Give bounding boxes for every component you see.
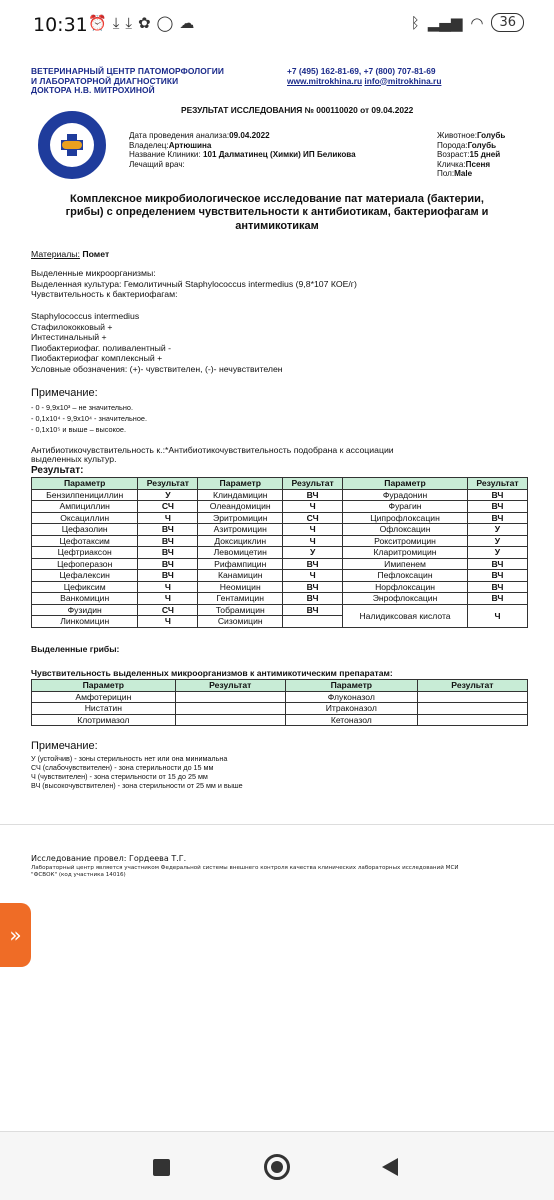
result-cell: СЧ [138, 501, 198, 513]
parameter-cell: Цефоперазон [32, 558, 138, 570]
result-cell: Ч [138, 616, 198, 628]
text-line: "ФСВОК" (код участника 14016) [31, 872, 126, 878]
result-cell: ВЧ [467, 581, 527, 593]
result-cell [175, 714, 285, 726]
parameter-cell: Оксациллин [32, 512, 138, 524]
email-link[interactable]: info@mitrokhina.ru [364, 75, 442, 86]
result-cell: Ч [138, 593, 198, 605]
parameter-cell: Эритромицин [198, 512, 283, 524]
text-line: Выделенные микроорганизмы: [31, 268, 156, 278]
info-label: Лечащий врач: [129, 159, 185, 169]
text-line: Интестинальный + [31, 332, 107, 343]
result-cell: Ч [283, 535, 343, 547]
text-line: У (устойчив) - зоны стерильность нет или она минимальна [31, 754, 228, 763]
note-title: Примечание: [31, 387, 98, 399]
result-cell [417, 714, 527, 726]
lab-logo [38, 111, 106, 179]
notification-icons [88, 14, 194, 32]
info-value: Male [454, 169, 473, 179]
parameter-cell: Фурагин [343, 501, 468, 513]
text-line: Стафилококковый + [31, 321, 113, 332]
result-title: РЕЗУЛЬТАТ ИССЛЕДОВАНИЯ № 000110020 от 09.04.2022 [181, 105, 414, 115]
parameter-cell: Имипенем [343, 558, 468, 570]
table-row [32, 604, 528, 616]
battery-icon: 36 [491, 13, 524, 32]
lab-name-line: ДОКТОРА Н.В. МИТРОХИНОЙ [31, 85, 155, 95]
info-label: Порода: [437, 140, 468, 150]
status-bar [0, 0, 554, 52]
wifi-icon: ◠ [470, 13, 484, 32]
result-cell: ВЧ [138, 535, 198, 547]
result-cell: ВЧ [467, 501, 527, 513]
system-icons [411, 13, 524, 32]
material [31, 249, 109, 260]
table-row [32, 691, 528, 703]
analysis-info [129, 131, 356, 169]
performed-by: Исследование провел: Гордеева Т.Г. [31, 854, 187, 863]
table-header-row [32, 478, 528, 490]
result-cell: У [467, 524, 527, 536]
table-row [32, 558, 528, 570]
column-header: Параметр [32, 680, 176, 692]
text-line: Выделенная культура: Гемолитичный Staphylococcus intermedius (9,8*107 КОЕ/г) [31, 278, 357, 289]
bluetooth-icon: ᛒ [410, 13, 420, 32]
result-cell: ВЧ [467, 512, 527, 524]
info-label: Владелец: [129, 140, 169, 150]
parameter-cell: Тобрамицин [198, 604, 283, 616]
result-cell: У [467, 547, 527, 559]
info-label: Пол: [437, 169, 455, 179]
table-row [32, 547, 528, 559]
result-cell [283, 616, 343, 628]
table-row [32, 581, 528, 593]
note-list [31, 402, 147, 435]
info-label: Кличка: [437, 159, 466, 169]
parameter-cell: Рифампицин [198, 558, 283, 570]
result-cell: Ч [283, 501, 343, 513]
result-cell: Ч [138, 581, 198, 593]
table-row [32, 489, 528, 501]
lab-contacts [287, 67, 441, 86]
column-header: Результат [417, 680, 527, 692]
text-line: Чувствительность к бактериофагам: [31, 289, 178, 300]
parameter-cell: Клиндамицин [198, 489, 283, 501]
result-cell [175, 691, 285, 703]
parameter-cell: Олеандомицин [198, 501, 283, 513]
parameter-cell: Пефлоксацин [343, 570, 468, 582]
home-button[interactable] [264, 1154, 290, 1180]
back-button[interactable] [382, 1158, 398, 1176]
parameter-cell: Цефиксим [32, 581, 138, 593]
result-cell: ВЧ [283, 604, 343, 616]
parameter-cell: Линкомицин [32, 616, 138, 628]
table-row [32, 703, 528, 715]
info-value: Голубь [467, 140, 497, 150]
table-header-row [32, 680, 528, 692]
text-line: Staphylococcus intermedius [31, 311, 140, 321]
text-line: ВЧ (высокочувствителен) - зона стерильности от 25 мм и выше [31, 781, 243, 790]
parameter-cell: Кларитромицин [343, 547, 468, 559]
parameter-cell: Ампициллин [32, 501, 138, 513]
parameter-cell: Фузидин [32, 604, 138, 616]
result-cell: ВЧ [283, 558, 343, 570]
result-cell: ВЧ [283, 593, 343, 605]
material-label: Материалы: [31, 249, 80, 259]
text-line: Пиобактериофаг. поливалентный - [31, 342, 172, 353]
text-line: Антибиотикочувствительность к.:*Антибиотикочувствительность подобрана к ассоциации [31, 445, 394, 455]
parameter-cell: Итраконазол [285, 703, 417, 715]
table-row [32, 512, 528, 524]
parameter-cell: Цефазолин [32, 524, 138, 536]
column-header: Результат [283, 478, 343, 490]
result-label: Результат: [31, 465, 84, 476]
parameter-cell: Фурадонин [343, 489, 468, 501]
result-cell: ВЧ [467, 593, 527, 605]
info-value: 101 Далматинец (Химки) ИП Беликова [202, 150, 356, 160]
result-cell: ВЧ [138, 558, 198, 570]
parameter-cell: Азитромицин [198, 524, 283, 536]
table-row [32, 570, 528, 582]
info-value: Голубь [476, 131, 506, 140]
study-title [0, 193, 554, 233]
column-header: Параметр [32, 478, 138, 490]
text-line: Лабораторный центр является участником Федеральной системы внешнего контроля качества клинических лабораторных исследований МСИ [31, 865, 459, 871]
parameter-cell: Офлоксацин [343, 524, 468, 536]
lab-name-line: ВЕТЕРИНАРНЫЙ ЦЕНТР ПАТОМОРФОЛОГИИ [31, 66, 224, 76]
parameter-cell: Канамицин [198, 570, 283, 582]
info-label: Животное: [437, 131, 477, 140]
text-line: Условные обозначения: (+)- чувствителен, (-)- нечувствителен [31, 363, 283, 374]
column-header: Параметр [285, 680, 417, 692]
result-cell: У [467, 535, 527, 547]
parameter-cell: Энрофлоксацин [343, 593, 468, 605]
title-line: Комплексное микробиологическое исследование пат материала (бактерии, [70, 193, 484, 205]
result-cell: Ч [138, 512, 198, 524]
parameter-cell: Налидиксовая кислота [343, 604, 468, 627]
lab-name [31, 67, 224, 96]
result-cell: СЧ [138, 604, 198, 616]
note-title: Примечание: [31, 740, 98, 752]
result-cell: Ч [283, 524, 343, 536]
info-value: Псеня [465, 159, 491, 169]
whatsapp-icon: ◯ [156, 14, 174, 32]
column-header: Параметр [198, 478, 283, 490]
microorganisms [31, 268, 357, 300]
parameter-cell: Бензилпенициллин [32, 489, 138, 501]
parameter-cell: Цефтриаксон [32, 547, 138, 559]
column-header: Параметр [343, 478, 468, 490]
download-icon: ⤓ [112, 14, 120, 32]
parameter-cell: Гентамицин [198, 593, 283, 605]
parameter-cell: Норфлоксацин [343, 581, 468, 593]
app-icon: ✿ [137, 14, 151, 32]
fungi-sensitivity-title: Чувствительность выделенных микроорганизмов к антимикотическим препаратам: [31, 668, 393, 678]
parameter-cell: Ванкомицин [32, 593, 138, 605]
column-header: Результат [138, 478, 198, 490]
info-label: Возраст: [437, 150, 470, 160]
side-panel-button[interactable]: » [0, 903, 31, 967]
table-row [32, 501, 528, 513]
parameter-cell: Цефалексин [32, 570, 138, 582]
title-line: антимикотикам [235, 219, 319, 232]
result-cell: ВЧ [467, 558, 527, 570]
signal-icon: ▂▄▆ [427, 13, 463, 32]
result-cell: ВЧ [283, 489, 343, 501]
parameter-cell: Ципрофлоксацин [343, 512, 468, 524]
download-icon: ⤓ [125, 14, 132, 32]
info-label: Дата проведения анализа: [129, 131, 230, 140]
result-cell: ВЧ [138, 524, 198, 536]
text-line: - 0,1x10⁵ и выше – высокое. [31, 425, 126, 434]
table-row [32, 714, 528, 726]
parameter-cell: Кетоназол [285, 714, 417, 726]
info-label: Название Клиники: [129, 150, 201, 160]
text-line: СЧ (слабочувствителен) - зона стерильности до 15 мм [31, 763, 214, 772]
text-line: Пиобактериофаг комплексный + [31, 353, 163, 364]
animal-info [437, 131, 505, 179]
parameter-cell: Доксициклин [198, 535, 283, 547]
page-divider [0, 824, 554, 825]
parameter-cell: Цефотаксим [32, 535, 138, 547]
result-cell: Ч [283, 570, 343, 582]
result-cell: ВЧ [138, 570, 198, 582]
result-cell: СЧ [283, 512, 343, 524]
text-line: Ч (чувствителен) - зона стерильности от 15 до 25 мм [31, 772, 208, 781]
status-time: 10:31 [33, 14, 88, 36]
result-cell [175, 703, 285, 715]
lab-phone: +7 (495) 162-81-69, +7 (800) 707-81-69 [287, 66, 436, 76]
info-value: 15 дней [469, 150, 501, 160]
result-cell: У [283, 547, 343, 559]
navigation-bar [0, 1131, 554, 1200]
table-row [32, 524, 528, 536]
material-value: Помет [82, 249, 110, 259]
legend-list [31, 754, 243, 790]
parameter-cell: Левомицетин [198, 547, 283, 559]
info-value: 09.04.2022 [229, 131, 270, 140]
text-line: выделенных культур. [31, 453, 117, 464]
column-header: Результат [175, 680, 285, 692]
phage-list [31, 311, 283, 375]
result-cell: ВЧ [467, 489, 527, 501]
text-line: - 0,1x10⁴ - 9,9x10⁴ - значительное. [31, 414, 147, 423]
info-value: Артюшина [168, 140, 212, 150]
column-header: Результат [467, 478, 527, 490]
parameter-cell: Сизомицин [198, 616, 283, 628]
parameter-cell: Нистатин [32, 703, 176, 715]
parameter-cell: Клотримазол [32, 714, 176, 726]
parameter-cell: Рокситромицин [343, 535, 468, 547]
text-line: - 0 - 9,9x10³ – не значительно. [31, 403, 133, 412]
antibiotic-table [31, 477, 528, 628]
parameter-cell: Неомицин [198, 581, 283, 593]
antimycotic-table [31, 679, 528, 726]
fungi-label: Выделенные грибы: [31, 644, 120, 654]
footer-note [31, 865, 459, 879]
recent-apps-button[interactable] [153, 1159, 170, 1176]
result-cell: У [138, 489, 198, 501]
cloud-icon: ☁ [179, 14, 195, 32]
parameter-cell: Флуконазол [285, 691, 417, 703]
parameter-cell: Амфотерицин [32, 691, 176, 703]
alarm-icon: ⏰ [88, 14, 107, 32]
result-cell [417, 691, 527, 703]
result-cell: ВЧ [138, 547, 198, 559]
abx-intro [31, 445, 394, 463]
result-cell: ВЧ [467, 570, 527, 582]
lab-name-line: И ЛАБОРАТОРНОЙ ДИАГНОСТИКИ [31, 75, 179, 86]
result-cell: Ч [467, 604, 527, 627]
table-row [32, 593, 528, 605]
result-cell [417, 703, 527, 715]
document[interactable] [0, 52, 554, 822]
table-row [32, 535, 528, 547]
title-line: грибы) с определением чувствительности к антибиотикам, бактериофагам и [65, 206, 489, 219]
result-cell: ВЧ [283, 581, 343, 593]
site-link[interactable]: www.mitrokhina.ru [287, 75, 363, 86]
